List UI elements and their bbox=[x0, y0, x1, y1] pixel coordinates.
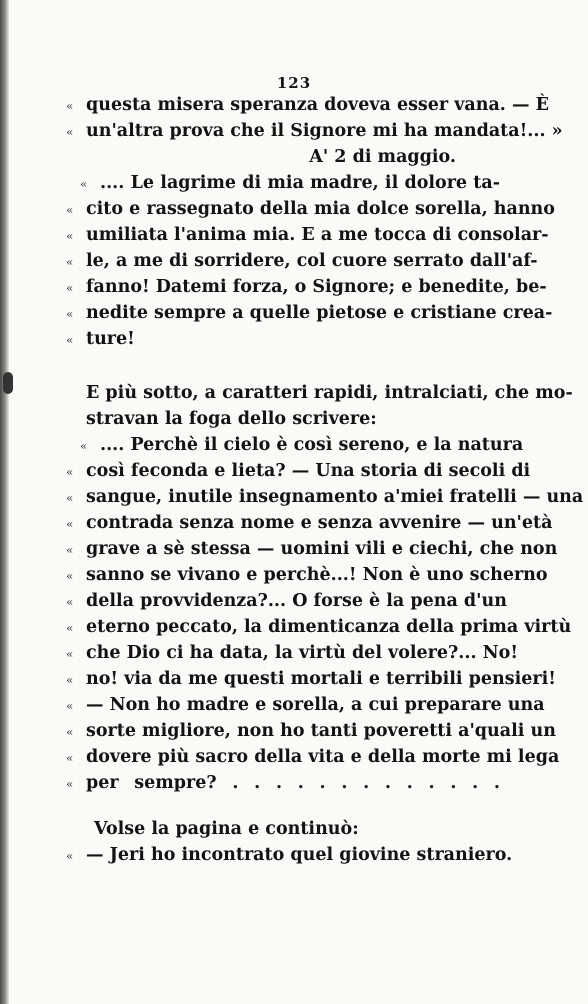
quote-mark: « bbox=[66, 849, 74, 863]
quote-mark: « bbox=[66, 281, 74, 295]
text-line: « umiliata l'anima mia. E a me tocca di consolar- bbox=[86, 222, 500, 248]
text-line: « sanno se vivano e perchè...! Non è uno scherno bbox=[86, 562, 500, 588]
text-line: « nedite sempre a quelle pietose e cristiane crea- bbox=[86, 300, 500, 326]
ink-blot bbox=[3, 372, 13, 394]
date-heading: A' 2 di maggio. bbox=[309, 147, 456, 167]
text-line: « eterno peccato, la dimenticanza della prima virtù bbox=[86, 614, 500, 640]
text-line: Volse la pagina e continuò: bbox=[94, 819, 359, 839]
text-line: « grave a sè stessa — uomini vili e ciechi, che non bbox=[86, 536, 500, 562]
text-line: « per sempre? . . . . . . . . . . . . . bbox=[86, 770, 500, 796]
text-line: « della provvidenza?... O forse è la pena d'un bbox=[86, 588, 500, 614]
quote-mark: « bbox=[66, 491, 74, 505]
text-line: « sorte migliore, non ho tanti poveretti a'quali un bbox=[86, 718, 500, 744]
text-line: « dovere più sacro della vita e della morte mi lega bbox=[86, 744, 500, 770]
text-line: « ture! bbox=[86, 326, 500, 352]
text-line: « .... Le lagrime di mia madre, il dolore ta- bbox=[86, 170, 500, 196]
paragraph-diary-may-2 bbox=[66, 92, 563, 352]
quote-mark: « bbox=[66, 99, 74, 113]
text-line: « sangue, inutile insegnamento a'miei fratelli — una bbox=[86, 484, 500, 510]
quote-mark: « bbox=[80, 177, 88, 191]
quote-mark: « bbox=[66, 517, 74, 531]
quote-mark: « bbox=[66, 543, 74, 557]
quote-mark: « bbox=[66, 125, 74, 139]
quote-mark: « bbox=[66, 229, 74, 243]
text-line: « cito e rassegnato della mia dolce sorella, hanno bbox=[86, 196, 500, 222]
text-line: « contrada senza nome e senza avvenire — un'età bbox=[86, 510, 500, 536]
text-line: stravan la foga dello scrivere: bbox=[86, 409, 377, 429]
quote-mark: « bbox=[66, 203, 74, 217]
text-line: « che Dio ci ha data, la virtù del volere?... No! bbox=[86, 640, 500, 666]
text-line: « così feconda e lieta? — Una storia di secoli di bbox=[86, 458, 500, 484]
text-line: « .... Perchè il cielo è così sereno, e la natura bbox=[86, 432, 500, 458]
quote-mark: « bbox=[66, 307, 74, 321]
quote-mark: « bbox=[66, 699, 74, 713]
quote-mark: « bbox=[66, 569, 74, 583]
quote-mark: « bbox=[66, 725, 74, 739]
quote-mark: « bbox=[66, 595, 74, 609]
quote-mark: « bbox=[66, 255, 74, 269]
paragraph-turned-page bbox=[66, 816, 513, 868]
quote-mark: « bbox=[66, 333, 74, 347]
text-line: « no! via da me questi mortali e terribili pensieri! bbox=[86, 666, 500, 692]
quote-mark: « bbox=[66, 777, 74, 791]
text-line: « le, a me di sorridere, col cuore serrato dall'af- bbox=[86, 248, 500, 274]
page-binding-edge bbox=[0, 0, 9, 1004]
page-number: 123 bbox=[276, 74, 312, 92]
text-line: « un'altra prova che il Signore mi ha mandata!... » bbox=[86, 118, 500, 144]
quote-mark: « bbox=[80, 439, 88, 453]
quote-mark: « bbox=[66, 465, 74, 479]
quote-mark: « bbox=[66, 647, 74, 661]
quote-mark: « bbox=[66, 673, 74, 687]
text-line: « — Non ho madre e sorella, a cui preparare una bbox=[86, 692, 500, 718]
quote-mark: « bbox=[66, 621, 74, 635]
text-line: « questa misera speranza doveva esser vana. — È bbox=[86, 92, 500, 118]
quote-mark: « bbox=[66, 751, 74, 765]
text-line: « — Jeri ho incontrato quel giovine straniero. bbox=[86, 842, 500, 868]
paragraph-rapid-writing bbox=[66, 380, 584, 796]
text-line: E più sotto, a caratteri rapidi, intralciati, che mo- bbox=[86, 383, 573, 403]
text-line: « fanno! Datemi forza, o Signore; e benedite, be- bbox=[86, 274, 500, 300]
